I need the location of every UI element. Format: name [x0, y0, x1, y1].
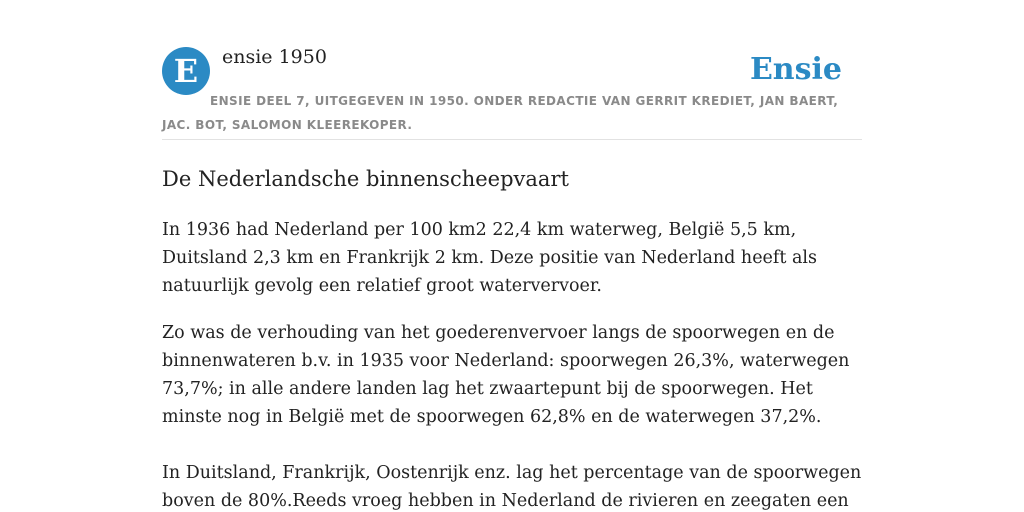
ensie-logo[interactable]: E: [162, 47, 210, 95]
article-paragraph: Zo was de verhouding van het goederenvervoer langs de spoorwegen en de binnenwateren b.v. in 1935 voor Nederland: spoorwegen 26,3%, waterwegen 73,7%; in alle andere landen lag het zwaartepunt bij de spoorwegen. Het minste nog in België met de spoorwegen 62,8% en de waterwegen 37,2%.: [162, 323, 850, 427]
ensie-brand-link[interactable]: Ensie: [749, 52, 842, 87]
site-name-link[interactable]: ensie 1950: [222, 46, 327, 68]
article-paragraph: In 1936 had Nederland per 100 km2 22,4 km waterweg, België 5,5 km, Duitsland 2,3 km en Frankrijk 2 km. Deze positie van Nederland heeft als natuurlijk gevolg een relatief groot watervervoer.: [162, 220, 817, 296]
header-divider: [162, 139, 862, 140]
article-title: De Nederlandsche binnenscheepvaart: [162, 167, 569, 191]
article-paragraph: In Duitsland, Frankrijk, Oostenrijk enz. lag het percentage van de spoorwegen boven de 80%.Reeds vroeg hebben in Nederland de rivieren en zeegaten een: [162, 463, 862, 511]
edition-meta: ENSIE DEEL 7, UITGEGEVEN IN 1950. ONDER REDACTIE VAN GERRIT KREDIET, JAN BAERT, JAC. BOT, SALOMON KLEEREKOPER.: [162, 94, 839, 132]
